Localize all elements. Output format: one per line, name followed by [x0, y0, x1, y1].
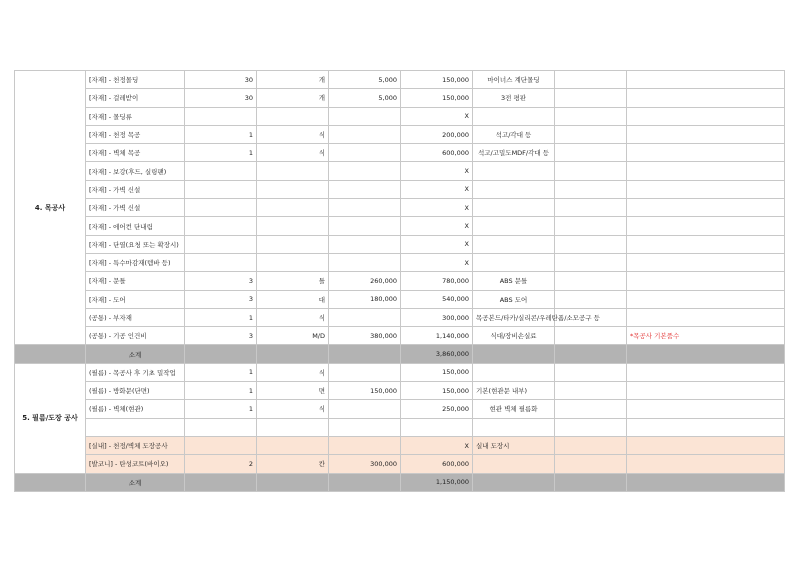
subtotal-label: 소계 [86, 473, 185, 491]
blank-cell [555, 125, 627, 143]
unit-price-cell: 5,000 [329, 71, 401, 89]
subtotal-blank-cell [185, 345, 257, 363]
remark-cell [627, 418, 785, 436]
item-cell: [자재] - 벽체 목공 [86, 144, 185, 162]
blank-cell [555, 162, 627, 180]
subtotal-amount: 3,860,000 [401, 345, 473, 363]
table-row [15, 199, 785, 217]
table-row [15, 217, 785, 235]
unit-price-cell [329, 217, 401, 235]
unit-cell: 개 [257, 71, 329, 89]
item-cell: [자재] - 가벽 신설 [86, 199, 185, 217]
item-cell: [자재] - 에어컨 단내림 [86, 217, 185, 235]
blank-cell [555, 217, 627, 235]
amount-cell: X [401, 162, 473, 180]
subtotal-blank-cell [555, 345, 627, 363]
item-cell: [자재] - 보강(후드, 실링팬) [86, 162, 185, 180]
table-row [15, 125, 785, 143]
quantity-cell [185, 162, 257, 180]
table-row [15, 235, 785, 253]
unit-price-cell: 180,000 [329, 290, 401, 308]
item-cell [86, 418, 185, 436]
remark-cell [627, 180, 785, 198]
remark-cell [627, 125, 785, 143]
item-cell: (공통) - 기공 인건비 [86, 327, 185, 345]
note-cell: 식대/장비손실료 [473, 327, 555, 345]
item-cell: (필름) - 방화문(단면) [86, 382, 185, 400]
note-cell: 현관 벽체 필름화 [473, 400, 555, 418]
unit-cell: 식 [257, 400, 329, 418]
quantity-cell: 1 [185, 308, 257, 326]
item-cell: (필름) - 벽체(현관) [86, 400, 185, 418]
amount-cell: 780,000 [401, 272, 473, 290]
unit-cell: 면 [257, 382, 329, 400]
amount-cell: X [401, 199, 473, 217]
remark-cell [627, 308, 785, 326]
item-cell: [발코니] - 탄성코트(바이오) [86, 455, 185, 473]
blank-cell [555, 107, 627, 125]
unit-price-cell [329, 253, 401, 271]
unit-price-cell [329, 107, 401, 125]
table-row [15, 71, 785, 89]
note-cell [473, 253, 555, 271]
unit-price-cell: 5,000 [329, 89, 401, 107]
table-row [15, 400, 785, 418]
table-row [15, 308, 785, 326]
unit-cell [257, 436, 329, 454]
quantity-cell [185, 235, 257, 253]
blank-cell [555, 180, 627, 198]
blank-cell [555, 382, 627, 400]
remark-cell [627, 89, 785, 107]
unit-cell [257, 162, 329, 180]
quantity-cell: 1 [185, 363, 257, 381]
unit-cell: 개 [257, 89, 329, 107]
unit-cell: 식 [257, 144, 329, 162]
blank-cell [555, 400, 627, 418]
note-cell: 목공본드/타카/실리콘/우레탄폼/소모공구 등 [473, 308, 555, 326]
table-row [15, 290, 785, 308]
quantity-cell: 2 [185, 455, 257, 473]
unit-cell: 칸 [257, 455, 329, 473]
quantity-cell [185, 199, 257, 217]
note-cell [473, 217, 555, 235]
subtotal-blank-cell [473, 473, 555, 491]
amount-cell: 300,000 [401, 308, 473, 326]
note-cell: 석고/고밀도MDF/각대 등 [473, 144, 555, 162]
table-row [15, 382, 785, 400]
blank-cell [555, 436, 627, 454]
table-row [15, 89, 785, 107]
amount-cell: X [401, 436, 473, 454]
remark-cell [627, 71, 785, 89]
amount-cell: 150,000 [401, 363, 473, 381]
subtotal-label: 소계 [86, 345, 185, 363]
blank-cell [555, 253, 627, 271]
unit-price-cell [329, 400, 401, 418]
blank-cell [555, 290, 627, 308]
section-title: 4. 목공사 [15, 71, 86, 345]
unit-cell [257, 253, 329, 271]
table-row [15, 180, 785, 198]
estimate-table-body [15, 71, 785, 492]
unit-price-cell [329, 180, 401, 198]
section-title: 5. 필름/도장 공사 [15, 363, 86, 473]
note-cell: ABS 문틀 [473, 272, 555, 290]
subtotal-blank-cell [257, 345, 329, 363]
table-row [15, 418, 785, 436]
table-row [15, 455, 785, 473]
subtotal-row [15, 345, 785, 363]
item-cell: [자재] - 천정몰딩 [86, 71, 185, 89]
note-cell [473, 162, 555, 180]
blank-cell [555, 363, 627, 381]
unit-cell [257, 235, 329, 253]
quantity-cell [185, 180, 257, 198]
blank-cell [555, 89, 627, 107]
remark-cell [627, 235, 785, 253]
item-cell: [자재] - 도어 [86, 290, 185, 308]
remark-cell [627, 253, 785, 271]
remark-cell [627, 436, 785, 454]
subtotal-blank-cell [15, 345, 86, 363]
amount-cell: X [401, 217, 473, 235]
blank-cell [555, 144, 627, 162]
item-cell: (공통) - 부자재 [86, 308, 185, 326]
subtotal-blank-cell [627, 473, 785, 491]
item-cell: [자재] - 몰딩류 [86, 107, 185, 125]
quantity-cell [185, 418, 257, 436]
blank-cell [555, 199, 627, 217]
note-cell [473, 235, 555, 253]
table-row [15, 107, 785, 125]
unit-cell [257, 217, 329, 235]
quantity-cell: 1 [185, 144, 257, 162]
table-row [15, 144, 785, 162]
subtotal-blank-cell [627, 345, 785, 363]
unit-cell: 식 [257, 363, 329, 381]
amount-cell: 540,000 [401, 290, 473, 308]
unit-price-cell: 260,000 [329, 272, 401, 290]
amount-cell: 600,000 [401, 455, 473, 473]
unit-cell: 식 [257, 125, 329, 143]
quantity-cell [185, 217, 257, 235]
unit-price-cell [329, 308, 401, 326]
blank-cell [555, 455, 627, 473]
remark-cell [627, 272, 785, 290]
amount-cell: 250,000 [401, 400, 473, 418]
remark-cell [627, 290, 785, 308]
table-row [15, 162, 785, 180]
note-cell: 석고/각대 등 [473, 125, 555, 143]
unit-cell [257, 418, 329, 436]
unit-price-cell [329, 418, 401, 436]
unit-price-cell: 380,000 [329, 327, 401, 345]
amount-cell: 600,000 [401, 144, 473, 162]
item-cell: [자재] - 단열(요청 또는 확장시) [86, 235, 185, 253]
blank-cell [555, 272, 627, 290]
subtotal-blank-cell [329, 473, 401, 491]
quantity-cell: 1 [185, 382, 257, 400]
blank-cell [555, 71, 627, 89]
subtotal-blank-cell [257, 473, 329, 491]
item-cell: (필름) - 목공사 후 기초 밀작업 [86, 363, 185, 381]
unit-price-cell [329, 199, 401, 217]
blank-cell [555, 418, 627, 436]
item-cell: [실내] - 천정/벽체 도장공사 [86, 436, 185, 454]
remark-cell [627, 199, 785, 217]
subtotal-blank-cell [473, 345, 555, 363]
quantity-cell: 1 [185, 125, 257, 143]
estimate-table [14, 70, 785, 492]
note-cell [473, 199, 555, 217]
amount-cell: X [401, 235, 473, 253]
note-cell [473, 418, 555, 436]
remark-cell [627, 400, 785, 418]
remark-cell [627, 455, 785, 473]
amount-cell: 200,000 [401, 125, 473, 143]
item-cell: [자재] - 걸레받이 [86, 89, 185, 107]
remark-cell [627, 144, 785, 162]
subtotal-blank-cell [185, 473, 257, 491]
note-cell: 3전 평판 [473, 89, 555, 107]
quantity-cell: 3 [185, 272, 257, 290]
quantity-cell: 1 [185, 400, 257, 418]
remark-cell [627, 162, 785, 180]
table-row [15, 327, 785, 345]
note-cell: 마이너스 계단몰딩 [473, 71, 555, 89]
unit-price-cell [329, 162, 401, 180]
unit-price-cell [329, 235, 401, 253]
note-cell [473, 180, 555, 198]
amount-cell: 1,140,000 [401, 327, 473, 345]
subtotal-blank-cell [329, 345, 401, 363]
note-cell: 실내 도장시 [473, 436, 555, 454]
subtotal-row [15, 473, 785, 491]
unit-price-cell [329, 363, 401, 381]
remark-cell: *목공사 기본품수 [627, 327, 785, 345]
table-row [15, 436, 785, 454]
amount-cell: X [401, 180, 473, 198]
item-cell: [자재] - 특수마감재(템바 등) [86, 253, 185, 271]
unit-price-cell: 300,000 [329, 455, 401, 473]
unit-cell [257, 199, 329, 217]
unit-price-cell [329, 436, 401, 454]
quantity-cell [185, 436, 257, 454]
amount-cell: 150,000 [401, 89, 473, 107]
subtotal-blank-cell [15, 473, 86, 491]
unit-cell [257, 107, 329, 125]
quantity-cell: 30 [185, 89, 257, 107]
amount-cell: 150,000 [401, 71, 473, 89]
unit-price-cell [329, 144, 401, 162]
quantity-cell [185, 107, 257, 125]
amount-cell: X [401, 253, 473, 271]
item-cell: [자재] - 가벽 신설 [86, 180, 185, 198]
amount-cell: X [401, 107, 473, 125]
item-cell: [자재] - 천정 목공 [86, 125, 185, 143]
quantity-cell: 3 [185, 327, 257, 345]
quantity-cell [185, 253, 257, 271]
unit-cell [257, 180, 329, 198]
quantity-cell: 30 [185, 71, 257, 89]
remark-cell [627, 382, 785, 400]
unit-price-cell: 150,000 [329, 382, 401, 400]
blank-cell [555, 235, 627, 253]
item-cell: [자재] - 문틀 [86, 272, 185, 290]
table-row [15, 272, 785, 290]
amount-cell [401, 418, 473, 436]
blank-cell [555, 327, 627, 345]
note-cell [473, 455, 555, 473]
subtotal-blank-cell [555, 473, 627, 491]
quantity-cell: 3 [185, 290, 257, 308]
note-cell: ABS 도어 [473, 290, 555, 308]
unit-price-cell [329, 125, 401, 143]
remark-cell [627, 217, 785, 235]
unit-cell: M/D [257, 327, 329, 345]
remark-cell [627, 363, 785, 381]
note-cell [473, 363, 555, 381]
unit-cell: 틀 [257, 272, 329, 290]
remark-cell [627, 107, 785, 125]
unit-cell: 대 [257, 290, 329, 308]
amount-cell: 150,000 [401, 382, 473, 400]
subtotal-amount: 1,150,000 [401, 473, 473, 491]
table-row [15, 253, 785, 271]
table-row [15, 363, 785, 381]
note-cell [473, 107, 555, 125]
unit-cell: 식 [257, 308, 329, 326]
note-cell: 기본(현관문 내부) [473, 382, 555, 400]
